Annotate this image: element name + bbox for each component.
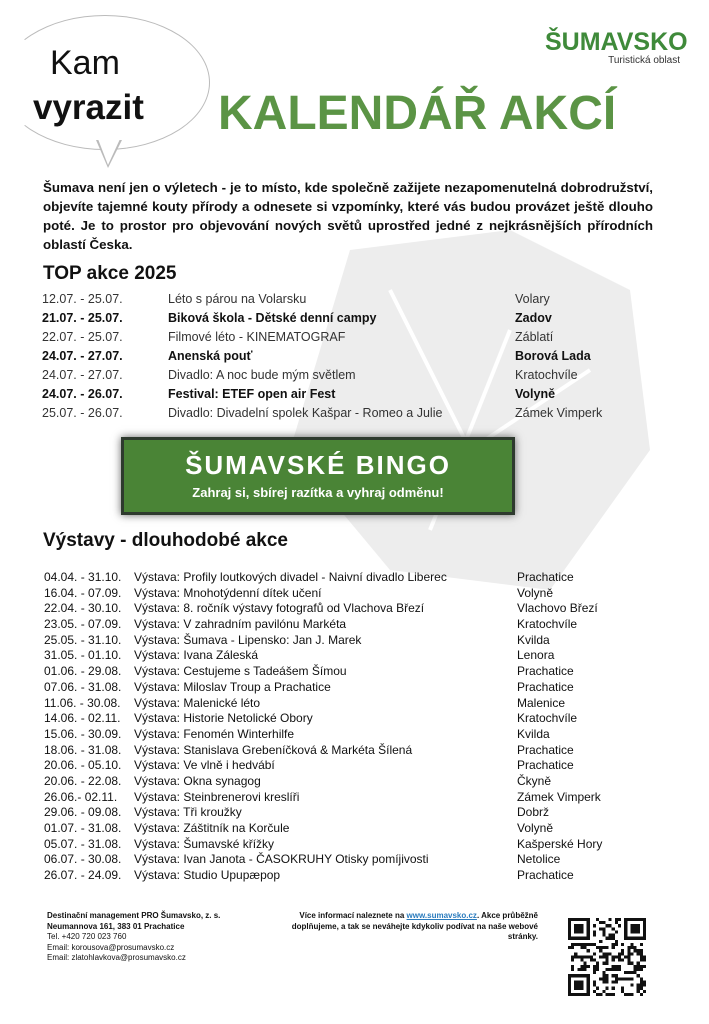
top-event-row xyxy=(42,290,662,309)
exhibition-name: Výstava: Malenické léto xyxy=(134,695,261,710)
exhibition-place: Prachatice xyxy=(517,664,574,679)
speech-bubble-tail-fill xyxy=(98,139,120,165)
exhibition-row xyxy=(44,773,644,789)
exhibition-place: Kratochvíle xyxy=(517,711,578,726)
exhibition-row xyxy=(44,569,644,585)
event-place: Kratochvíle xyxy=(515,368,578,382)
exhibition-date: 20.06. - 05.10. xyxy=(44,758,122,773)
intro-text: Šumava není jen o výletech - je to místo, kde společně zažijete nezapomenutelná dobrodružství, objevíte tajemné kouty přírody a odnesete si vzpomínky, které vás budou provázet ještě dlouho poté. Je to prostor pro objevování nových světů uprostřed jedné z nejkrásnějších přírodních oblastí Česka. xyxy=(43,180,653,252)
event-date: 25.07. - 26.07. xyxy=(42,406,123,420)
event-name: Divadlo: A noc bude mým světlem xyxy=(168,368,356,382)
page-title: KALENDÁŘ AKCÍ xyxy=(218,87,617,140)
exhibition-name: Výstava: Šumava - Lipensko: Jan J. Marek xyxy=(134,632,362,647)
exhibition-place: Volyně xyxy=(517,585,554,600)
exhibition-row xyxy=(44,663,644,679)
exhibition-place: Malenice xyxy=(517,695,566,710)
exhibition-date: 01.07. - 31.08. xyxy=(44,821,122,835)
top-event-row xyxy=(42,328,662,347)
event-name: Festival: ETEF open air Fest xyxy=(168,387,336,401)
exhibition-date: 22.04. - 30.10. xyxy=(44,601,122,616)
top-event-row xyxy=(42,366,662,385)
top-event-row xyxy=(42,347,662,366)
qr-code[interactable] xyxy=(568,917,646,997)
exhibition-date: 15.06. - 30.09. xyxy=(44,726,122,741)
event-name: Biková škola - Dětské denní campy xyxy=(168,311,377,325)
event-place: Volyně xyxy=(515,387,556,401)
bingo-subtitle: Zahraj si, sbírej razítka a vyhraj odměnu! xyxy=(192,485,444,500)
exhibition-place: Lenora xyxy=(517,648,555,663)
footer-info-pre: Více informací naleznete na xyxy=(299,911,407,920)
exhibition-name: Výstava: Záštitník na Korčule xyxy=(134,821,290,835)
exhibition-name: Výstava: Miloslav Troup a Prachatice xyxy=(134,679,331,694)
event-date: 22.07. - 25.07. xyxy=(42,330,123,344)
exhibition-row xyxy=(44,695,644,711)
exhibition-date: 01.06. - 29.08. xyxy=(44,664,122,679)
bingo-banner[interactable] xyxy=(121,437,515,515)
event-place: Borová Lada xyxy=(515,349,591,363)
event-place: Zadov xyxy=(515,311,552,325)
exhibition-row xyxy=(44,710,644,726)
exhibition-row xyxy=(44,836,644,852)
exhibition-row xyxy=(44,647,644,663)
exhibition-date: 16.04. - 07.09. xyxy=(44,585,122,600)
exhibitions-list xyxy=(44,569,644,883)
exhibition-name: Výstava: V zahradním pavilónu Markéta xyxy=(134,617,347,632)
footer-info-post: . Akce průběžně doplňujeme, a tak se neváhejte kdykoliv podívat na naše webové stránky. xyxy=(291,911,538,941)
exhibition-date: 23.05. - 07.09. xyxy=(44,617,122,632)
event-date: 24.07. - 26.07. xyxy=(42,387,123,401)
exhibition-name: Výstava: Profily loutkových divadel - Naivní divadlo Liberec xyxy=(134,570,447,584)
exhibition-date: 26.07. - 24.09. xyxy=(44,868,122,883)
top-events-heading: TOP akce 2025 xyxy=(43,263,177,284)
exhibition-place: Kvilda xyxy=(517,632,550,647)
top-event-row xyxy=(42,404,662,423)
event-date: 24.07. - 27.07. xyxy=(42,368,123,382)
logo-subtitle: Turistická oblast xyxy=(608,55,680,66)
exhibition-row xyxy=(44,585,644,601)
exhibition-date: 06.07. - 30.08. xyxy=(44,852,122,867)
exhibition-name: Výstava: Okna synagog xyxy=(134,773,261,788)
exhibition-row xyxy=(44,757,644,773)
event-name: Léto s párou na Volarsku xyxy=(168,292,307,306)
exhibition-place: Kratochvíle xyxy=(517,617,578,632)
exhibition-place: Prachatice xyxy=(517,570,574,584)
exhibition-date: 18.06. - 31.08. xyxy=(44,742,122,757)
exhibition-place: Prachatice xyxy=(517,868,574,883)
exhibition-name: Výstava: Cestujeme s Tadeášem Šímou xyxy=(134,664,347,679)
event-name: Divadlo: Divadelní spolek Kašpar - Romeo a Julie xyxy=(168,406,443,420)
exhibition-place: Zámek Vimperk xyxy=(517,789,601,804)
exhibition-row xyxy=(44,616,644,632)
exhibition-place: Prachatice xyxy=(517,679,574,694)
exhibition-name: Výstava: Ve vlně i hedvábí xyxy=(134,758,275,773)
bubble-text-line2: vyrazit xyxy=(33,88,144,127)
event-place: Zámek Vimperk xyxy=(515,406,603,420)
bubble-text-line1: Kam xyxy=(50,44,120,82)
exhibition-place: Kašperské Hory xyxy=(517,836,603,851)
exhibition-place: Prachatice xyxy=(517,758,574,773)
exhibition-place: Čkyně xyxy=(517,773,552,788)
exhibition-row xyxy=(44,789,644,805)
exhibition-place: Volyně xyxy=(517,821,554,835)
sumavsko-logo xyxy=(545,28,688,66)
exhibition-row xyxy=(44,726,644,742)
exhibition-name: Výstava: Historie Netolické Obory xyxy=(134,711,313,726)
exhibition-name: Výstava: Steinbrenerovi kreslíři xyxy=(134,789,300,804)
exhibition-place: Kvilda xyxy=(517,726,550,741)
exhibition-row xyxy=(44,679,644,695)
footer-address: Neumannova 161, 383 01 Prachatice xyxy=(47,921,185,931)
exhibition-row xyxy=(44,867,644,883)
exhibition-row xyxy=(44,851,644,867)
event-name: Filmové léto - KINEMATOGRAF xyxy=(168,330,346,344)
top-event-row xyxy=(42,385,662,404)
exhibition-name: Výstava: Studio Upupæpop xyxy=(134,868,281,883)
exhibition-date: 29.06. - 09.08. xyxy=(44,805,122,820)
website-link[interactable]: www.sumavsko.cz xyxy=(406,911,477,920)
event-place: Volary xyxy=(515,292,550,306)
exhibition-date: 07.06. - 31.08. xyxy=(44,679,122,694)
event-date: 21.07. - 25.07. xyxy=(42,311,123,325)
exhibition-date: 14.06. - 02.11. xyxy=(44,711,121,726)
exhibition-place: Prachatice xyxy=(517,742,574,757)
exhibition-name: Výstava: Fenomén Winterhilfe xyxy=(134,726,295,741)
exhibition-place: Netolice xyxy=(517,852,561,867)
exhibition-date: 05.07. - 31.08. xyxy=(44,836,122,851)
footer-contact xyxy=(47,911,220,964)
exhibition-row xyxy=(44,600,644,616)
footer-email-2[interactable]: Email: zlatohlavkova@prosumavsko.cz xyxy=(47,953,186,962)
exhibition-date: 26.06.- 02.11. xyxy=(44,789,118,804)
top-event-row xyxy=(42,309,662,328)
top-events-list xyxy=(42,290,662,423)
exhibition-row xyxy=(44,742,644,758)
footer-info xyxy=(290,911,538,943)
exhibition-name: Výstava: Ivana Záleská xyxy=(134,648,259,663)
footer-email-1[interactable]: Email: korousova@prosumavsko.cz xyxy=(47,942,175,952)
exhibition-name: Výstava: Stanislava Grebeníčková & Markéta Šílená xyxy=(134,742,413,757)
exhibition-date: 11.06. - 30.08. xyxy=(44,695,121,710)
event-date: 24.07. - 27.07. xyxy=(42,349,123,363)
exhibition-date: 31.05. - 01.10. xyxy=(44,648,122,663)
exhibition-name: Výstava: Mnohotýdenní dítek učení xyxy=(134,585,322,600)
exhibition-name: Výstava: Tři kroužky xyxy=(134,805,242,820)
footer-org: Destinační management PRO Šumavsko, z. s. xyxy=(47,911,221,920)
bingo-title: ŠUMAVSKÉ BINGO xyxy=(185,450,451,480)
footer-phone: Tel. +420 720 023 760 xyxy=(47,932,127,941)
exhibition-name: Výstava: 8. ročník výstavy fotografů od Vlachova Březí xyxy=(134,601,425,616)
exhibition-row xyxy=(44,804,644,820)
event-place: Záblatí xyxy=(515,330,554,344)
exhibition-date: 25.05. - 31.10. xyxy=(44,632,122,647)
exhibition-date: 20.06. - 22.08. xyxy=(44,773,122,788)
exhibition-name: Výstava: Šumavské křížky xyxy=(134,836,275,851)
exhibition-date: 04.04. - 31.10. xyxy=(44,570,122,584)
logo-name: ŠUMAVSKO xyxy=(545,28,688,56)
event-date: 12.07. - 25.07. xyxy=(42,292,123,306)
exhibition-row xyxy=(44,820,644,836)
exhibitions-heading: Výstavy - dlouhodobé akce xyxy=(43,530,288,551)
exhibition-place: Vlachovo Březí xyxy=(517,601,598,616)
exhibition-row xyxy=(44,632,644,648)
event-name: Anenská pouť xyxy=(168,349,253,363)
exhibition-place: Dobrž xyxy=(517,805,550,820)
exhibition-name: Výstava: Ivan Janota - ČASOKRUHY Otisky pomíjivosti xyxy=(134,852,429,867)
